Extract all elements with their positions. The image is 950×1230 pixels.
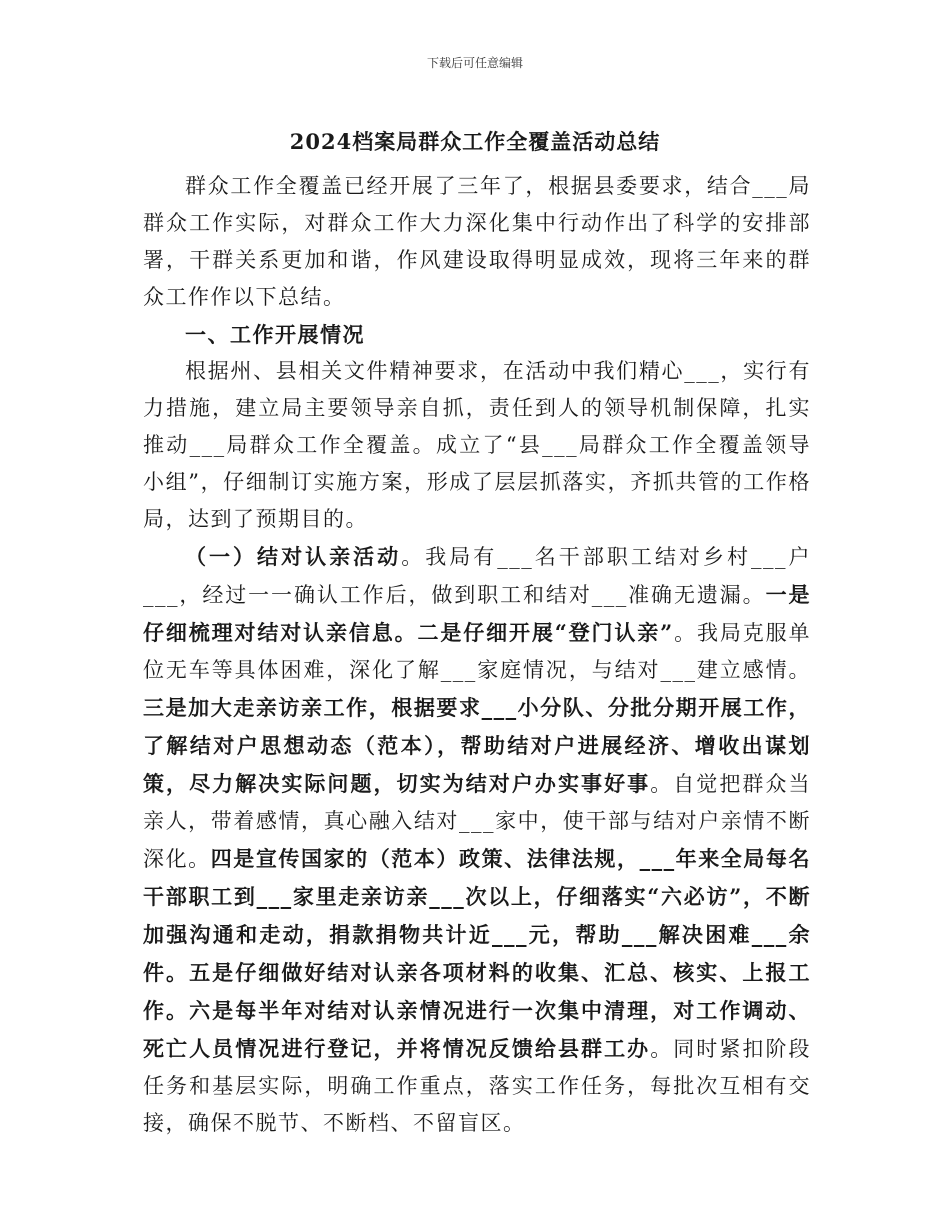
pairing-bold-1: 一是仔细梳理对结对认亲信息。二是仔细开展“登门认亲” (143, 582, 812, 645)
document-title: 2024档案局群众工作全覆盖活动总结 (289, 129, 661, 154)
paragraph-pairing-activity (143, 538, 811, 1142)
pairing-bold-2: 三是加大走亲访亲工作，根据要求___小分队、分批分期开展工作，了解结对户思想动态（范本），帮助结对户进展经济、增收出谋划策，尽力解决实际问题，切实为结对户办实事好事 (143, 695, 811, 796)
subheading-pairing: （一）结对认亲活动 (185, 544, 402, 569)
pairing-text-1: 。我局有___名干部职工结对乡村___户___，经过一一确认工作后，做到职工和结对___准确无遗漏。 (143, 545, 811, 607)
paragraph-intro: 群众工作全覆盖已经开展了三年了，根据县委要求，结合___局群众工作实际，对群众工作大力深化集中行动作出了科学的安排部署，干群关系更加和谐，作风建设取得明显成效，现将三年来的群众工作作以下总结。 (143, 174, 811, 309)
pairing-bold-3: 四是宣传国家的（范本）政策、法律法规，___年来全局每名干部职工到___家里走亲访亲___次以上，仔细落实“六必访”，不断加强沟通和走动，捐款捐物共计近___元，帮助___解决困难___余件。五是仔细做好结对认亲各项材料的收集、汇总、核实、上报工作。六是每半年对结对认亲情况进行一次集中清理，对工作调动、死亡人员情况进行登记，并将情况反馈给县群工办 (143, 846, 812, 1061)
pairing-text-4: 。同时紧扣阶段任务和基层实际，明确工作重点，落实工作任务，每批次互相有交接，确保不脱节、不断档、不留盲区。 (143, 1037, 812, 1135)
section-heading-1: 一、工作开展情况 (185, 322, 365, 347)
pairing-text-2: 。我局克服单位无车等具体困难，深化了解___家庭情况，与结对___建立感情。 (143, 621, 812, 682)
document-body (143, 168, 811, 1142)
paragraph-work-overview: 根据州、县相关文件精神要求，在活动中我们精心___，实行有力措施，建立局主要领导亲自抓，责任到人的领导机制保障，扎实推动___局群众工作全覆盖。成立了“县___局群众工作全覆盖领导小组”，仔细制订实施方案，形成了层层抓落实，齐抓共管的工作格局，达到了预期目的。 (143, 359, 811, 531)
header-note: 下载后可任意编辑 (426, 56, 523, 70)
pairing-text-3: 。自觉把群众当亲人，带着感情，真心融入结对___家中，使干部与结对户亲情不断深化。 (143, 772, 812, 871)
